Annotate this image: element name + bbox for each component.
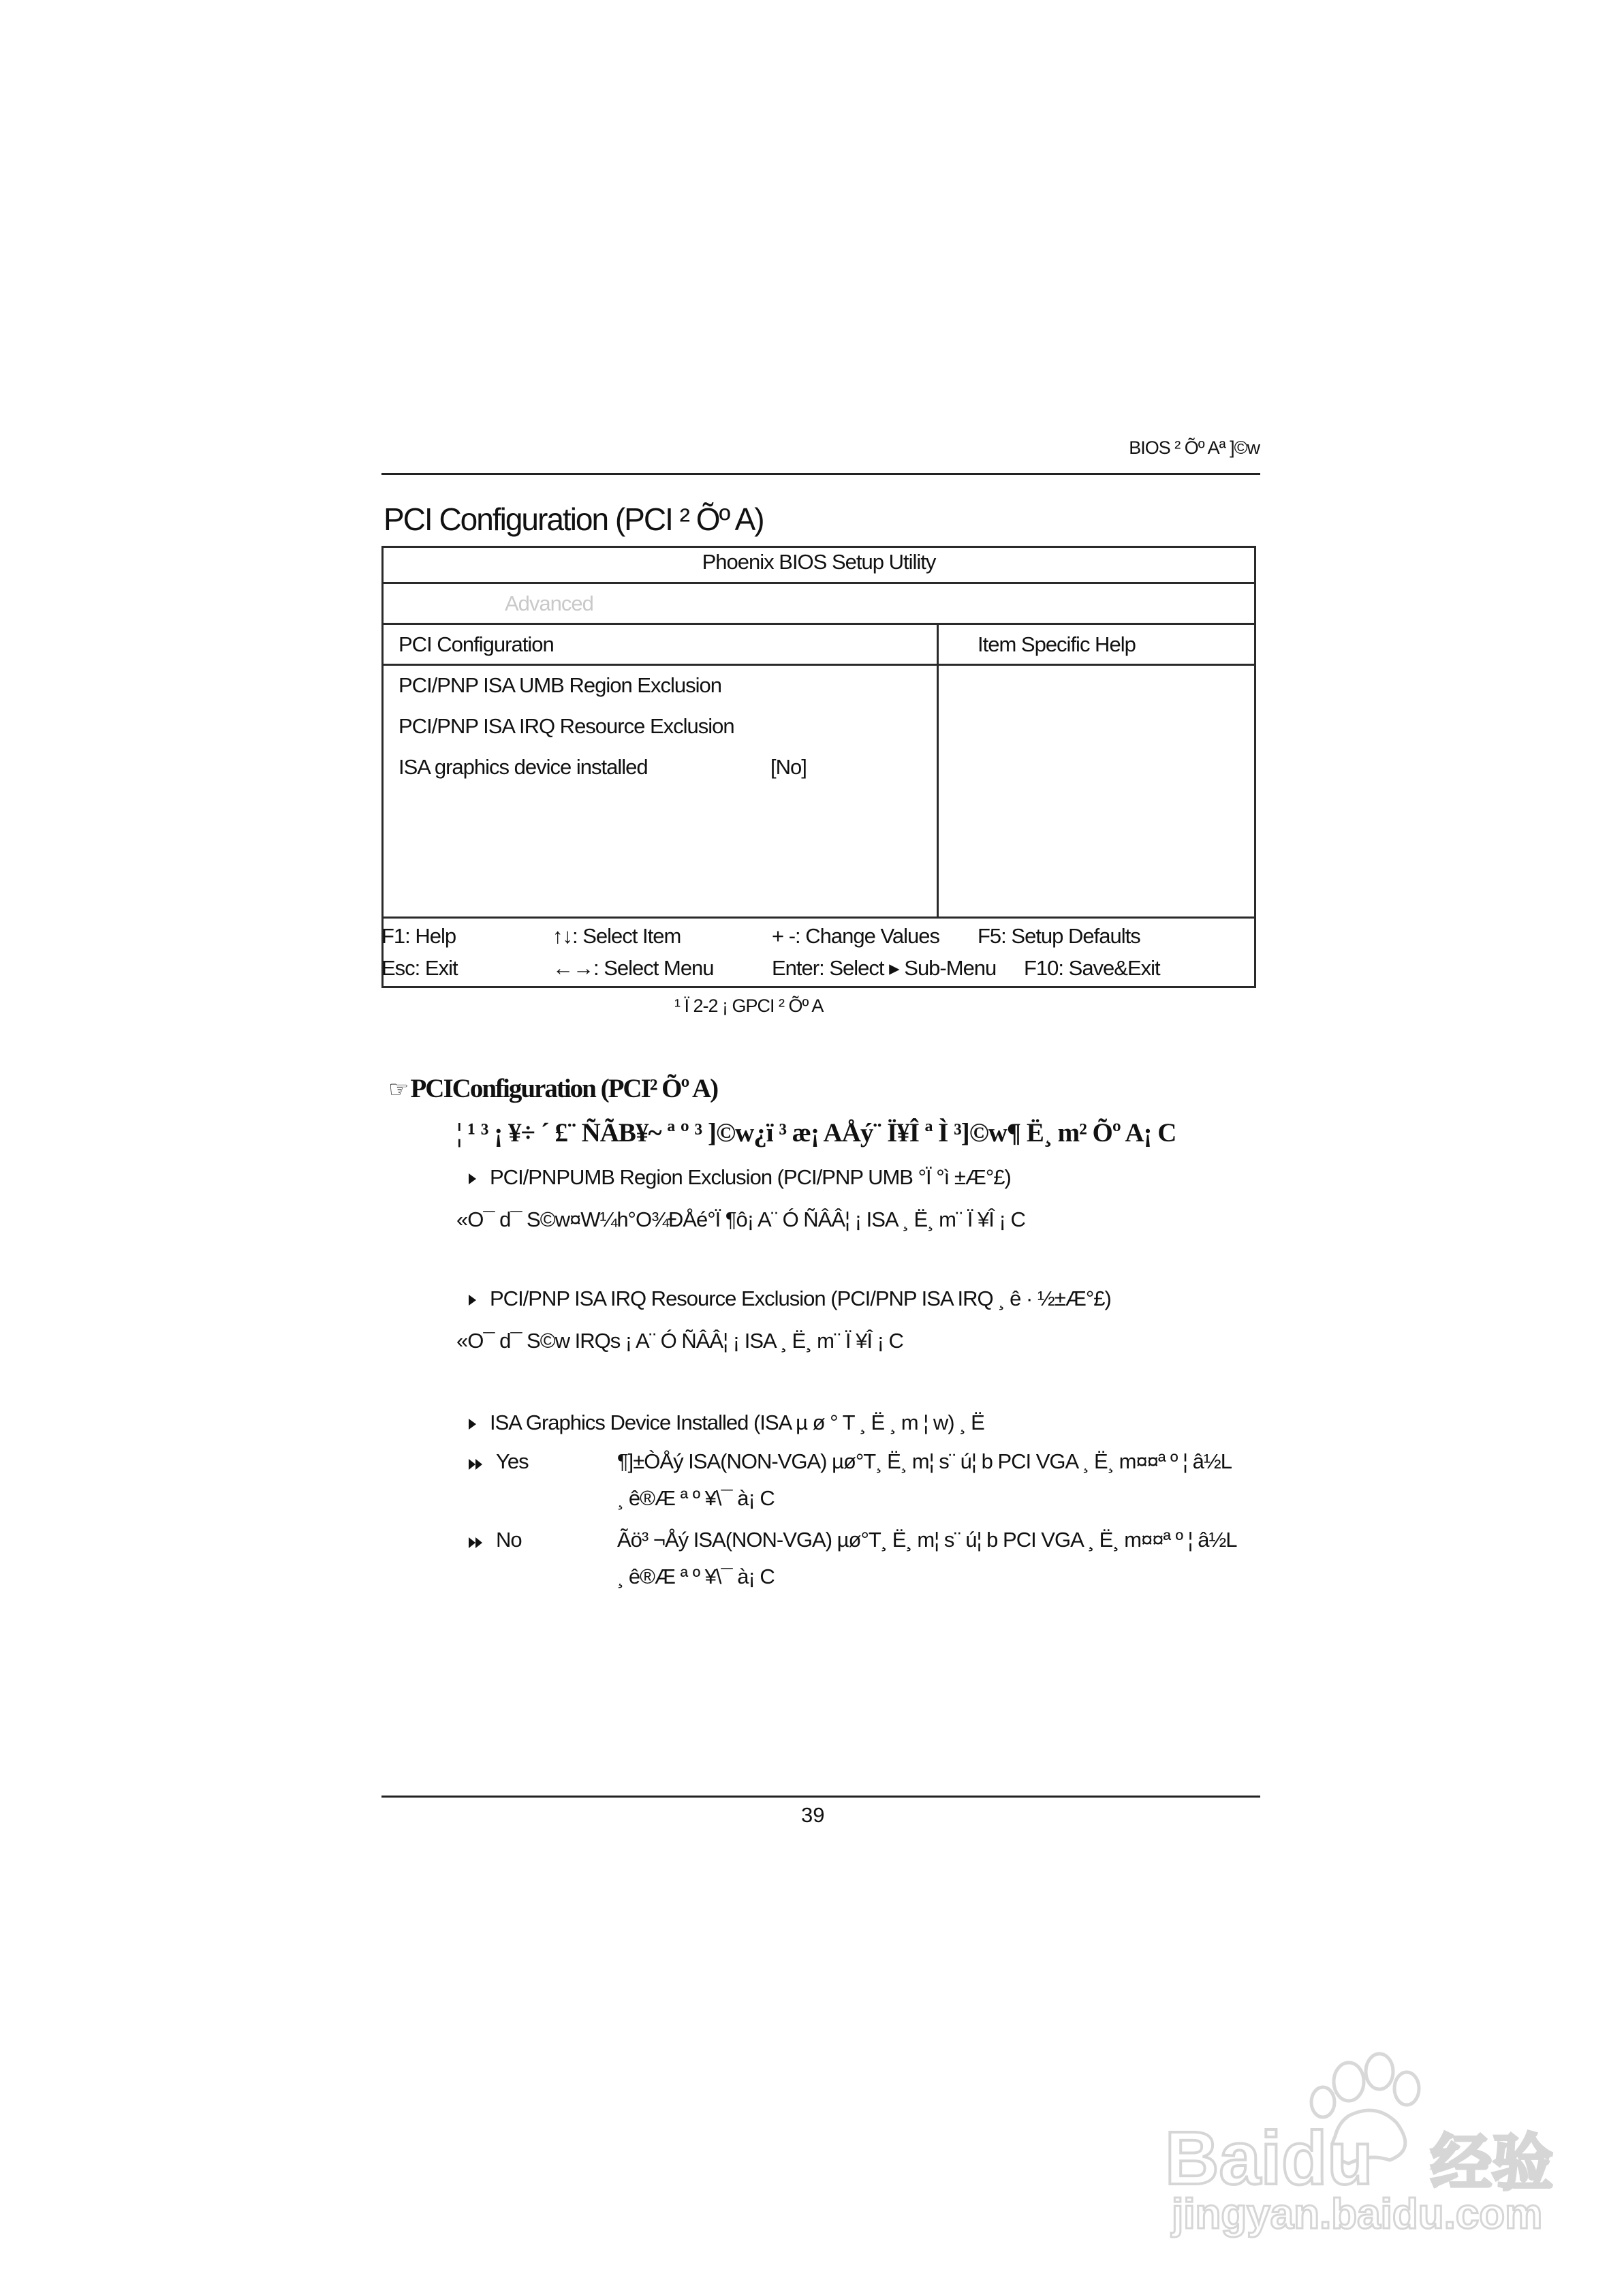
footer-f5-defaults: F5: Setup Defaults	[978, 924, 1140, 948]
running-header: BIOS ² Õº Aª ]©w	[1129, 437, 1260, 458]
watermark-url: jingyan.baidu.com	[1172, 2191, 1543, 2238]
footer-enter-submenu: Enter: Select ▸ Sub-Menu	[772, 956, 997, 980]
menu-tab-advanced[interactable]: Advanced	[505, 591, 593, 615]
header-rule	[381, 473, 1260, 475]
option-key: No	[496, 1528, 522, 1552]
option-yes-text-1: ¶]±ÒÅý ISA(NON-VGA) µø°T¸ Ë¸ m¦ s¨ ú¦ b PCI VGA ¸ Ë¸ m¤¤ª º ¦ â½L	[617, 1449, 1232, 1473]
item-title-isa-graphics	[469, 1411, 984, 1435]
section-intro: ¦ ¹ ³ ¡ ¥÷ ´ £¨ ÑÃB¥~ ª º ³ ]©w¿ï ³ æ¡ AÅý¨ Ï¥Î ª Ì ³]©w¶ Ë¸ m² Õº A¡ C	[456, 1118, 1176, 1148]
column-divider	[937, 623, 939, 919]
page-number: 39	[801, 1803, 825, 1827]
option-no-text-1: Ãö³ ¬Åý ISA(NON-VGA) µø°T¸ Ë¸ m¦ s¨ ú¦ b PCI VGA ¸ Ë¸ m¤¤ª º ¦ â½L	[617, 1528, 1237, 1552]
item-text-irq: «O¯ d¯ S©w IRQs ¡ A¨ Ó ÑÂÂ¦ ¡ ISA ¸ Ë¸ m¨ Ï ¥Î ¡ C	[456, 1329, 903, 1353]
bios-item-umb-exclusion[interactable]: PCI/PNP ISA UMB Region Exclusion	[399, 673, 721, 697]
panel-title: PCI Configuration	[399, 632, 554, 656]
item-title-text: ISA Graphics Device Installed (ISA µ ø ° T ¸ Ë ¸ m ¦ w) ¸ Ë	[490, 1411, 984, 1434]
double-arrow-icon	[469, 1451, 482, 1475]
footer-select-item: ↑↓: Select Item	[552, 924, 681, 948]
option-yes-text-2: ¸ ê®Æ ª º ¥\¯ à¡ C	[617, 1486, 775, 1510]
footer-rule	[381, 1796, 1260, 1798]
footer-select-menu: ←→: Select Menu	[552, 956, 714, 980]
item-title-irq	[469, 1287, 1111, 1311]
divider	[384, 664, 1254, 666]
bullet-triangle-icon	[469, 1173, 476, 1184]
footer-change-values: + -: Change Values	[772, 924, 939, 948]
item-title-text: PCI/PNP ISA IRQ Resource Exclusion (PCI/PNP ISA IRQ ¸ ê · ½±Æ°£)	[490, 1287, 1111, 1310]
footer-f1-help: F1: Help	[381, 924, 456, 948]
bios-item-isa-graphics[interactable]: ISA graphics device installed	[399, 755, 648, 779]
pointing-hand-icon: ☞	[388, 1077, 408, 1103]
help-title: Item Specific Help	[978, 632, 1136, 656]
divider	[384, 582, 1254, 584]
item-text-umb: «O¯ d¯ S©w¤W¼h°O¾ÐÅé°Ï ¶ô¡ A¨ Ó ÑÂÂ¦ ¡ ISA ¸ Ë¸ m¨ Ï ¥Î ¡ C	[456, 1207, 1025, 1231]
option-key: Yes	[496, 1449, 529, 1473]
option-no	[469, 1528, 522, 1554]
bullet-triangle-icon	[469, 1419, 476, 1430]
bios-item-isa-graphics-value[interactable]: [No]	[770, 755, 807, 779]
option-no-text-2: ¸ ê®Æ ª º ¥\¯ à¡ C	[617, 1565, 775, 1588]
baidu-watermark	[1144, 2034, 1560, 2238]
watermark-brand: Baidu	[1165, 2116, 1373, 2200]
page-title: PCI Configuration (PCI ² Õº A)	[384, 502, 764, 537]
bullet-triangle-icon	[469, 1295, 476, 1306]
footer-esc-exit: Esc: Exit	[381, 956, 458, 980]
double-arrow-icon	[469, 1529, 482, 1554]
footer-f10-save-exit: F10: Save&Exit	[1024, 956, 1160, 980]
section-heading-text: PCIConfiguration (PCI² Õº A)	[410, 1074, 718, 1103]
divider	[384, 623, 1254, 625]
divider	[384, 917, 1254, 919]
figure-caption: ¹ Ï 2-2 ¡ GPCI ² Õº A	[674, 996, 824, 1016]
bios-screen	[381, 546, 1256, 988]
watermark-cn: 经验	[1431, 2127, 1553, 2199]
option-yes	[469, 1449, 529, 1475]
bios-item-irq-exclusion[interactable]: PCI/PNP ISA IRQ Resource Exclusion	[399, 714, 734, 738]
bios-utility-title: Phoenix BIOS Setup Utility	[702, 550, 936, 574]
section-heading	[388, 1073, 717, 1104]
item-title-umb	[469, 1165, 1011, 1190]
item-title-text: PCI/PNPUMB Region Exclusion (PCI/PNP UMB °Ï °ì ±Æ°£)	[490, 1165, 1011, 1189]
